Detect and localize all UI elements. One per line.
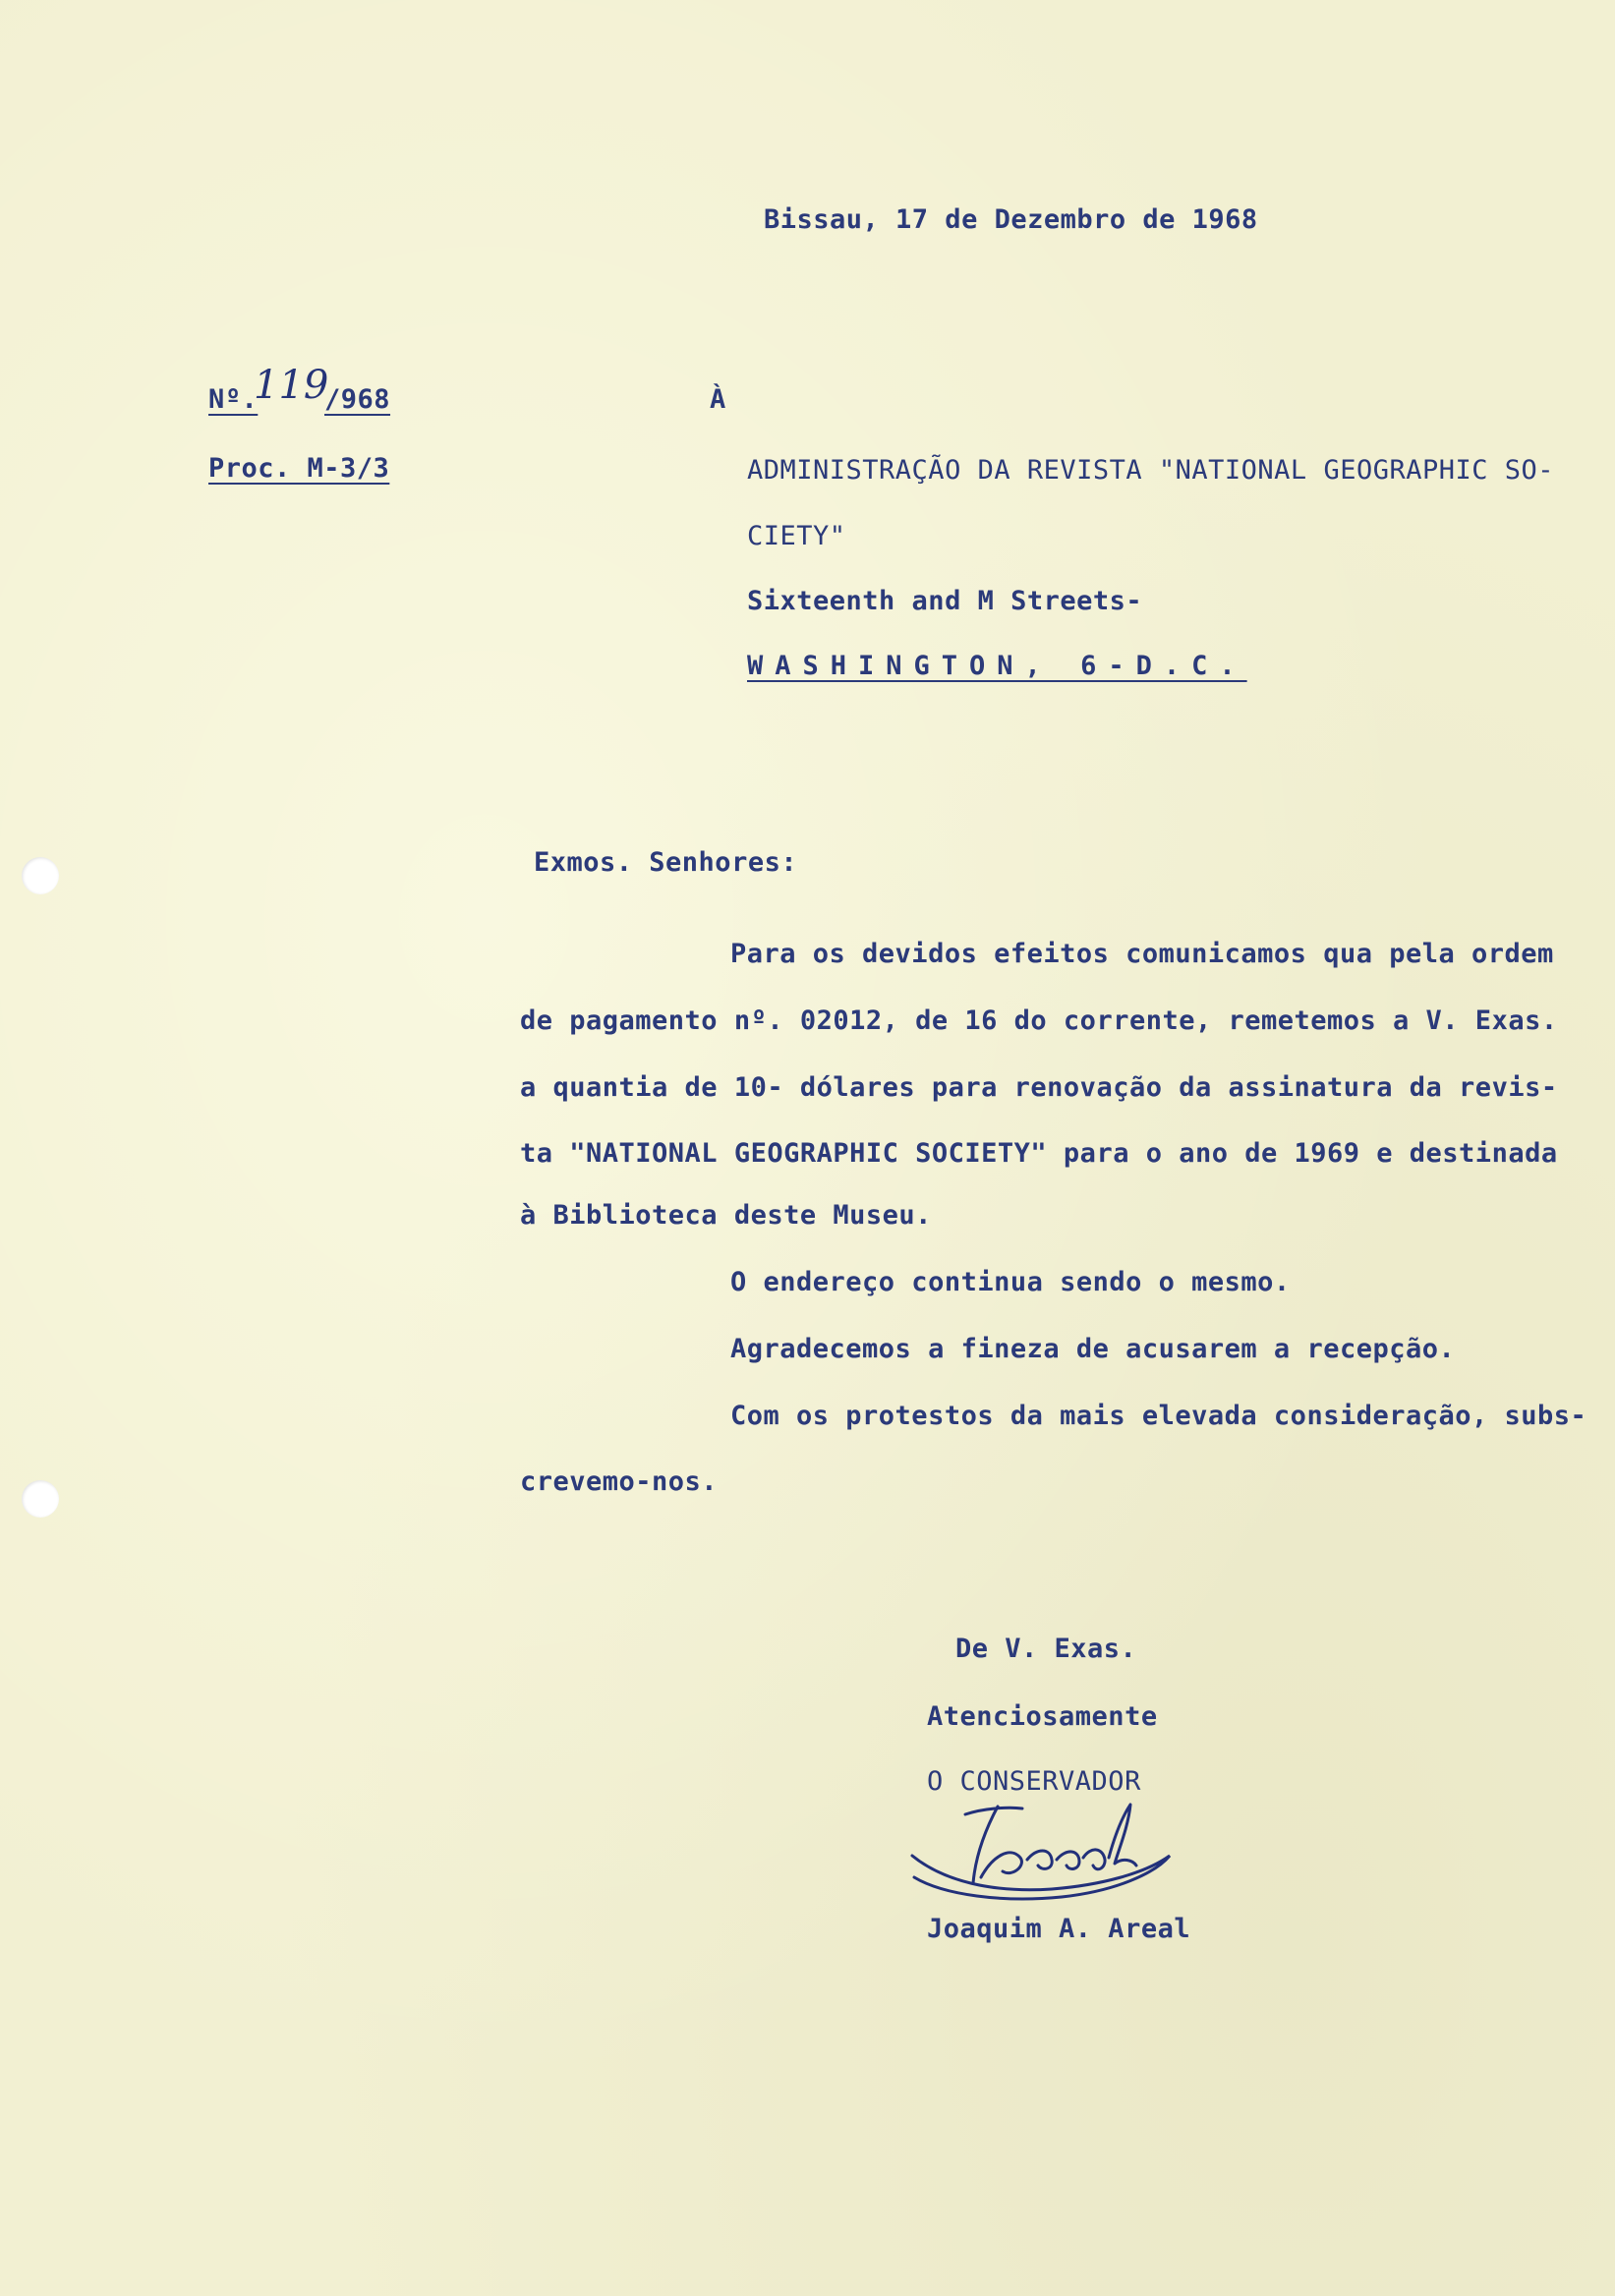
body-line: a quantia de 10- dólares para renovação da assinatura da revis- — [520, 1072, 1558, 1103]
body-line: ta "NATIONAL GEOGRAPHIC SOCIETY" para o ano de 1969 e destinada — [520, 1138, 1558, 1169]
recipient-line-2: CIETY" — [747, 521, 846, 551]
recipient-city: WASHINGTON, 6-D.C. — [747, 651, 1247, 681]
signer-title: O CONSERVADOR — [927, 1766, 1141, 1797]
recipient-street: Sixteenth and M Streets- — [747, 586, 1143, 616]
reference-number-handwritten: 119 — [254, 363, 329, 408]
closing-line-2: Atenciosamente — [927, 1701, 1158, 1732]
place-date: Bissau, 17 de Dezembro de 1968 — [764, 204, 1258, 235]
salutation: Exmos. Senhores: — [534, 847, 798, 878]
process-reference: Proc. M-3/3 — [208, 453, 390, 484]
body-line: à Biblioteca deste Museu. — [520, 1200, 932, 1231]
signature — [904, 1787, 1189, 1905]
reference-number-year: /968 — [324, 384, 391, 415]
body-line: Agradecemos a fineza de acusarem a recepção. — [730, 1334, 1456, 1364]
punch-hole — [22, 857, 59, 894]
punch-hole — [22, 1480, 59, 1518]
recipient-line-1: ADMINISTRAÇÃO DA REVISTA "NATIONAL GEOGRAPHIC SO- — [747, 455, 1555, 486]
signer-name: Joaquim A. Areal — [927, 1914, 1191, 1944]
recipient-marker: À — [710, 384, 726, 415]
closing-line-1: De V. Exas. — [955, 1634, 1137, 1664]
body-line: Para os devidos efeitos comunicamos qua pela ordem — [730, 939, 1554, 969]
body-line: de pagamento nº. 02012, de 16 do corrente, remetemos a V. Exas. — [520, 1005, 1558, 1036]
body-line: crevemo-nos. — [520, 1466, 719, 1497]
body-line: O endereço continua sendo o mesmo. — [730, 1267, 1291, 1297]
body-line: Com os protestos da mais elevada consideração, subs- — [730, 1401, 1587, 1431]
reference-number-prefix: Nº. — [208, 384, 259, 415]
